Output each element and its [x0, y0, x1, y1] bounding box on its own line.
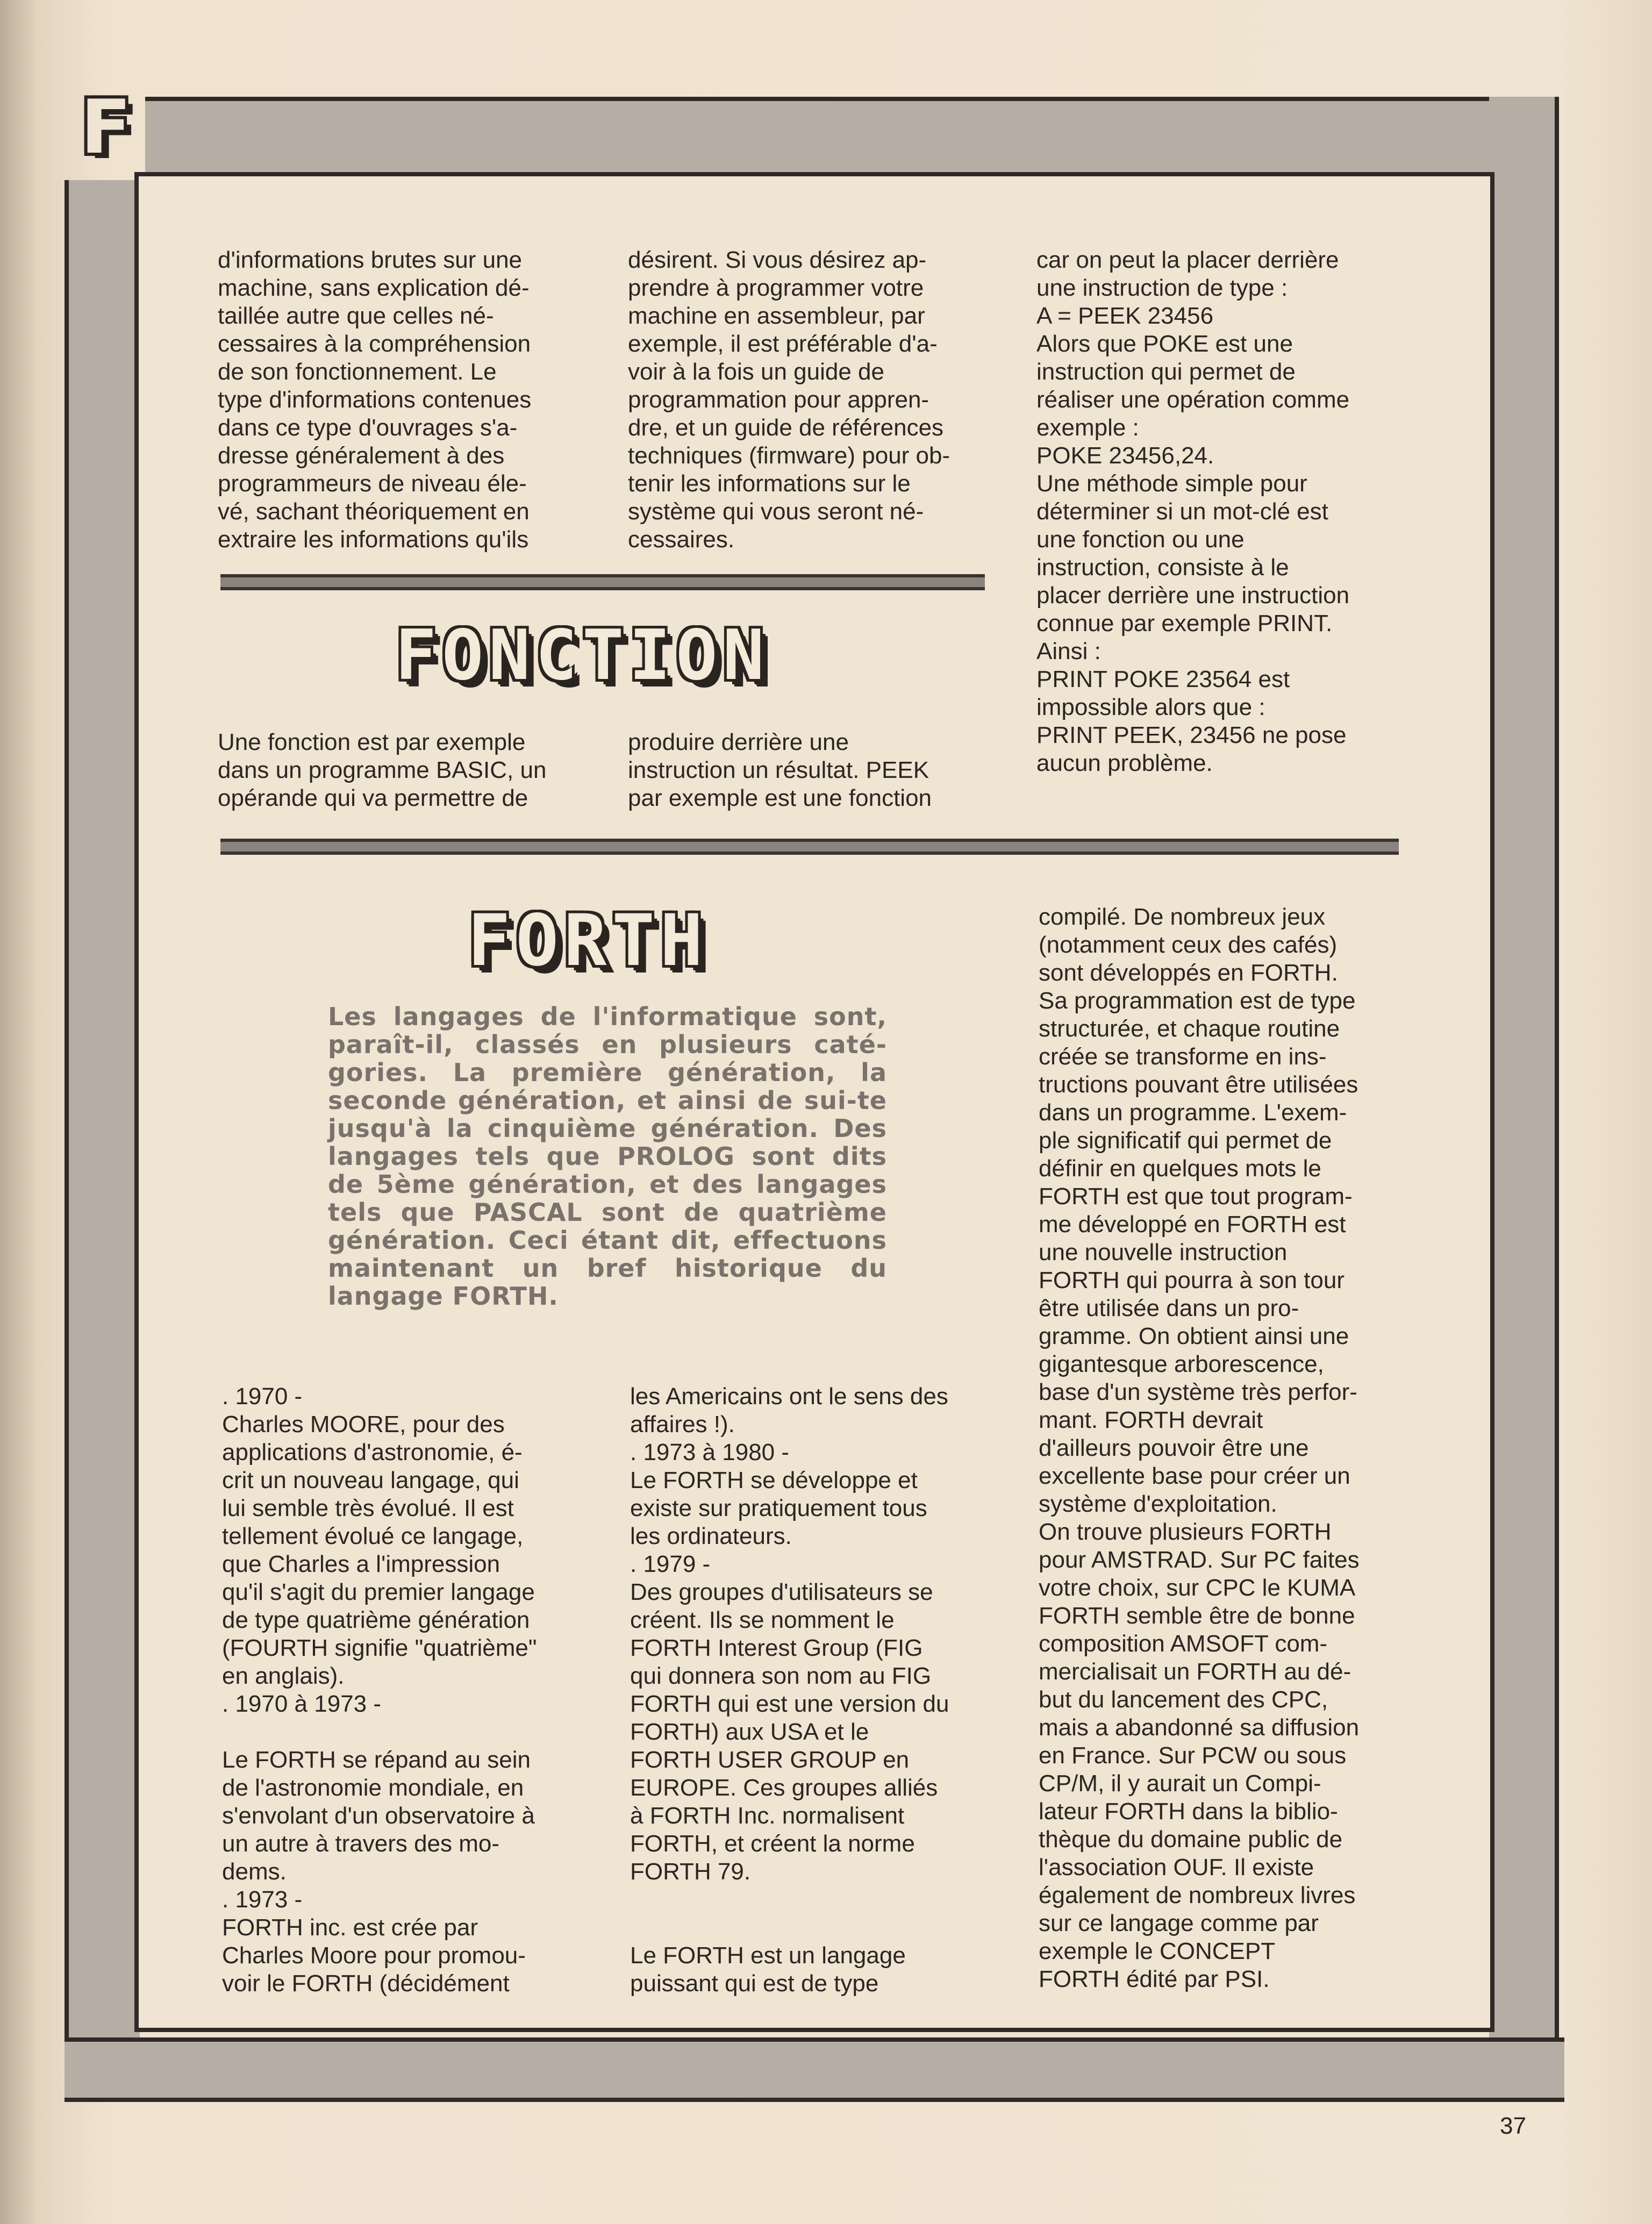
forth-column-2: les Americains ont le sens des affaires !). . 1973 à 1980 - Le FORTH se développe et existe sur pratiquement tous les ordinateurs. . 1979 - Des groupes d'utilisateurs se créent. Ils se nomment le FORTH Interest Group (FIG qui donnera son nom au FIG FORTH qui est une version du FORTH) aux USA et le FORTH USER GROUP en EUROPE. Ces groupes alliés à FORTH Inc. normalisent FORTH, et créent la norme FORTH 79. Le FORTH est un langage puissant qui est de type [630, 1383, 949, 1997]
fonction-bottom-column-1: Une fonction est par exemple dans un programme BASIC, un opérande qui va permettre de [218, 729, 547, 811]
forth-divider [220, 839, 1399, 855]
fonction-top-column-1: d'informations brutes sur une machine, sans explication dé- taillée autre que celles né- cessaires à la compréhension de son fonctionnement. Le type d'informations contenues dans ce type d'ouvrages s'a- dresse généralement à des programmeurs de niveau éle- vé, sachant théoriquement en extraire les informations qu'ils [218, 247, 532, 553]
section-letter-badge: F [81, 84, 132, 170]
frame-right-band [1489, 97, 1559, 2102]
forth-intro: Les langages de l'informatique sont, paraît-il, classés en plusieurs caté-gories. La première génération, la seconde génération, et ainsi de sui-te jusqu'à la cinquième génération. Des langages tels que PROLOG sont dits de 5ème génération, et des langages tels que PASCAL sont de quatrième génération. Ceci étant dit, effectuons maintenant un bref historique du langage FORTH. [328, 1002, 887, 1311]
fonction-divider [220, 574, 985, 590]
forth-column-1: . 1970 - Charles MOORE, pour des applications d'astronomie, é- crit un nouveau langage, qui lui semble très évolué. Il est tellement évolué ce langage, que Charles a l'impression qu'il s'agit du premier langage de type quatrième génération (FOURTH signifie "quatrième" en anglais). . 1970 à 1973 - Le FORTH se répand au sein de l'astronomie mondiale, en s'envolant d'un observatoire à un autre à travers des mo- dems. . 1973 - FORTH inc. est crée par Charles Moore pour promou- voir le FORTH (décidément [222, 1383, 537, 1997]
frame-top-band [145, 97, 1559, 177]
page-number: 37 [1500, 2113, 1526, 2139]
frame-left-band [65, 180, 140, 2051]
fonction-bottom-column-2: produire derrière une instruction un résultat. PEEK par exemple est une fonction [628, 729, 932, 811]
fonction-top-column-2: désirent. Si vous désirez ap- prendre à programmer votre machine en assembleur, par exemple, il est préférable d'a- voir à la fois un guide de programmation pour appren- dre, et un guide de références techniques (firmware) pour ob- tenir les informations sur le système qui vous seront né- cessaires. [628, 247, 950, 553]
fonction-title: FONCTION [395, 616, 770, 696]
forth-column-3: compilé. De nombreux jeux (notamment ceux des cafés) sont développés en FORTH. Sa programmation est de type structurée, et chaque routine créée se transforme en ins- tructions pouvant être utilisées dans un programme. L'exem- ple significatif qui permet de définir en quelques mots le FORTH est que tout program- me développé en FORTH est une nouvelle instruction FORTH qui pourra à son tour être utilisée dans un pro- gramme. On obtient ainsi une gigantesque arborescence, base d'un système très perfor- mant. FORTH devrait d'ailleurs pouvoir être une excellente base pour créer un système d'exploitation. On trouve plusieurs FORTH pour AMSTRAD. Sur PC faites votre choix, sur CPC le KUMA FORTH semble être de bonne composition AMSOFT com- mercialisait un FORTH au dé- but du lancement des CPC, mais a abandonné sa diffusion en France. Sur PCW ou sous CP/M, il y aurait un Compi- lateur FORTH dans la biblio- thèque du domaine public de l'association OUF. Il existe également de nombreux livres sur ce langage comme par exemple le CONCEPT FORTH édité par PSI. [1039, 904, 1360, 1992]
frame-bottom-band [65, 2037, 1564, 2102]
forth-title: FORTH [468, 899, 709, 982]
fonction-column-3: car on peut la placer derrière une instruction de type : A = PEEK 23456 Alors que POKE est une instruction qui permet de réaliser une opération comme exemple : POKE 23456,24. Une méthode simple pour déterminer si un mot-clé est une fonction ou une instruction, consiste à le placer derrière une instruction connue par exemple PRINT. Ainsi : PRINT POKE 23564 est impossible alors que : PRINT PEEK, 23456 ne pose aucun problème. [1036, 247, 1350, 776]
